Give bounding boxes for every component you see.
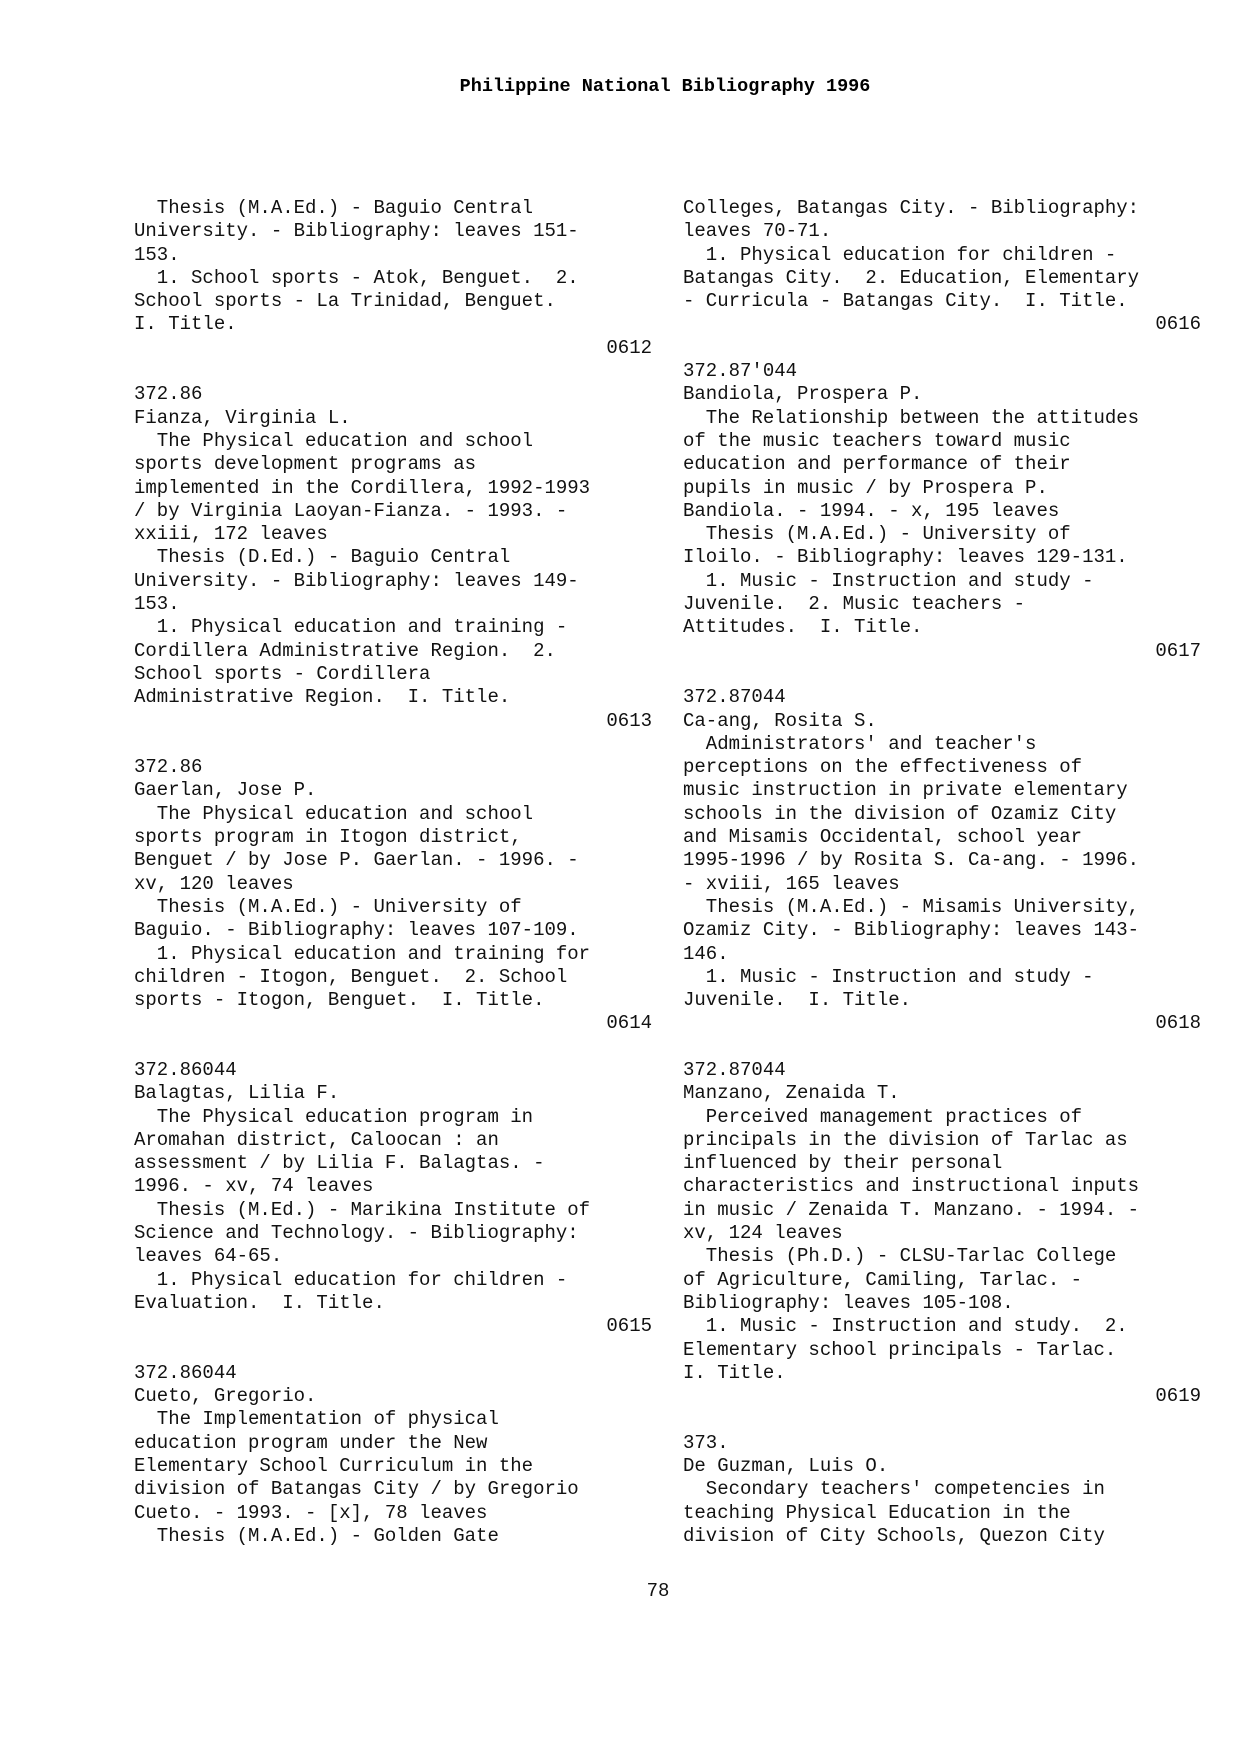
entry-line: Thesis (M.A.Ed.) - University of (683, 523, 1071, 546)
entry-line: / by Virginia Laoyan-Fianza. - 1993. - (134, 499, 568, 522)
entry-line: 1. Physical education and training for (134, 942, 591, 965)
entry-line: 1. Music - Instruction and study - (683, 965, 1094, 988)
entry-line: sports - Itogon, Benguet. I. Title. (134, 989, 545, 1012)
entry-line: principals in the division of Tarlac as (683, 1128, 1128, 1151)
entry-line: - xviii, 165 leaves (683, 872, 900, 895)
entry-line: 153. (134, 593, 180, 616)
entry-line: 372.87044 (683, 1058, 786, 1081)
entry-line: children - Itogon, Benguet. 2. School (134, 965, 568, 988)
entry-line: I. Title. (683, 1361, 786, 1384)
entry-line: 373. (683, 1431, 729, 1454)
page-number: 78 (646, 1580, 670, 1602)
left-column (134, 197, 654, 1548)
entry-line: xxiii, 172 leaves (134, 523, 328, 546)
entry-line: Manzano, Zenaida T. (683, 1082, 900, 1105)
entry-line: Thesis (M.A.Ed.) - Misamis University, (683, 895, 1140, 918)
entry-line: Benguet / by Jose P. Gaerlan. - 1996. - (134, 849, 579, 872)
entry-line: xv, 124 leaves (683, 1222, 843, 1245)
entry-line: 1995-1996 / by Rosita S. Ca-ang. - 1996. (683, 849, 1140, 872)
entry-line: assessment / by Lilia F. Balagtas. - (134, 1152, 545, 1175)
entry-line: 372.87'044 (683, 360, 798, 383)
entry-line: sports development programs as (134, 453, 477, 476)
entry-line: The Physical education program in (134, 1105, 534, 1128)
entry-line: Administrators' and teacher's (683, 732, 1037, 755)
entry-line: Bandiola, Prospera P. (683, 383, 923, 406)
entry-line: 1. Physical education for children - (683, 243, 1117, 266)
entry-line: Elementary School Curriculum in the (134, 1455, 534, 1478)
entry-line: 372.86 (134, 383, 203, 406)
page-title: Philippine National Bibliography 1996 (459, 76, 871, 97)
entry-line: 372.86044 (134, 1361, 237, 1384)
blank-line (683, 1408, 1203, 1431)
entry-line: Thesis (M.A.Ed.) - University of (134, 895, 522, 918)
entry-number: 0614 (606, 1012, 652, 1035)
entry-line: University. - Bibliography: leaves 149- (134, 569, 579, 592)
entry-line: in music / Zenaida T. Manzano. - 1994. - (683, 1198, 1140, 1221)
entry-line: Secondary teachers' competencies in (683, 1478, 1105, 1501)
entry-line: Cordillera Administrative Region. 2. (134, 639, 556, 662)
entry-line: of the music teachers toward music (683, 429, 1071, 452)
entry-line: Juvenile. I. Title. (683, 989, 912, 1012)
entry-line: - Curricula - Batangas City. I. Title. (683, 290, 1128, 313)
entry-line: education and performance of their (683, 453, 1071, 476)
entry-line: Juvenile. 2. Music teachers - (683, 593, 1026, 616)
entry-line: Perceived management practices of (683, 1105, 1083, 1128)
entry-line: leaves 64-65. (134, 1245, 283, 1268)
entry-line: The Relationship between the attitudes (683, 406, 1140, 429)
entry-line: of Agriculture, Camiling, Tarlac. - (683, 1268, 1083, 1291)
blank-line (683, 663, 1203, 686)
entry-line: 372.86044 (134, 1058, 237, 1081)
entry-line: Thesis (D.Ed.) - Baguio Central (134, 546, 511, 569)
entry-line: division of City Schools, Quezon City (683, 1524, 1105, 1547)
entry-line: and Misamis Occidental, school year (683, 826, 1083, 849)
entry-line: Thesis (M.A.Ed.) - Baguio Central (134, 197, 534, 219)
entry-line: implemented in the Cordillera, 1992-1993 (134, 476, 591, 499)
entry-line: School sports - Cordillera (134, 662, 431, 685)
entry-line: Ozamiz City. - Bibliography: leaves 143- (683, 919, 1140, 942)
entry-line: The Physical education and school (134, 802, 534, 825)
blank-line (134, 733, 654, 756)
entry-line: Bibliography: leaves 105-108. (683, 1291, 1014, 1314)
entry-line: Thesis (M.A.Ed.) - Golden Gate (134, 1524, 499, 1547)
entry-line: Baguio. - Bibliography: leaves 107-109. (134, 919, 579, 942)
entry-line: 372.86 (134, 756, 203, 779)
entry-number: 0617 (1155, 639, 1201, 662)
blank-line (683, 337, 1203, 360)
entry-line: Attitudes. I. Title. (683, 616, 923, 639)
entry-line: Balagtas, Lilia F. (134, 1082, 340, 1105)
entry-line: characteristics and instructional inputs (683, 1175, 1140, 1198)
blank-line (134, 1036, 654, 1059)
entry-line: 1. School sports - Atok, Benguet. 2. (134, 266, 579, 289)
right-column (683, 197, 1203, 1548)
entry-line: Iloilo. - Bibliography: leaves 129-131. (683, 546, 1128, 569)
entry-line: Bandiola. - 1994. - x, 195 leaves (683, 499, 1060, 522)
entry-line: The Implementation of physical (134, 1408, 499, 1431)
entry-line: Fianza, Virginia L. (134, 406, 351, 429)
entry-line: division of Batangas City / by Gregorio (134, 1478, 579, 1501)
entry-line: pupils in music / by Prospera P. (683, 476, 1048, 499)
entry-line: leaves 70-71. (683, 220, 832, 243)
entry-number: 0612 (606, 336, 652, 359)
entry-line: teaching Physical Education in the (683, 1501, 1071, 1524)
entry-line: 372.87044 (683, 686, 786, 709)
entry-line: Gaerlan, Jose P. (134, 779, 317, 802)
entry-line: De Guzman, Luis O. (683, 1455, 889, 1478)
entry-line: Administrative Region. I. Title. (134, 686, 511, 709)
entry-line: Science and Technology. - Bibliography: (134, 1222, 579, 1245)
entry-number: 0616 (1155, 313, 1201, 336)
entry-line: xv, 120 leaves (134, 872, 294, 895)
entry-line: The Physical education and school (134, 429, 534, 452)
entry-line: 153. (134, 243, 180, 266)
entry-number: 0619 (1155, 1385, 1201, 1408)
entry-number: 0613 (606, 709, 652, 732)
entry-line: schools in the division of Ozamiz City (683, 802, 1117, 825)
entry-line: Ca-ang, Rosita S. (683, 709, 877, 732)
entry-line: music instruction in private elementary (683, 779, 1128, 802)
entry-number: 0618 (1155, 1012, 1201, 1035)
entry-line: Thesis (M.Ed.) - Marikina Institute of (134, 1198, 591, 1221)
entry-line: 146. (683, 942, 729, 965)
entry-line: influenced by their personal (683, 1152, 1003, 1175)
blank-line (134, 1339, 654, 1362)
entry-line: Evaluation. I. Title. (134, 1291, 385, 1314)
entry-line: Batangas City. 2. Education, Elementary (683, 266, 1140, 289)
entry-line: I. Title. (134, 313, 237, 336)
entry-line: Colleges, Batangas City. - Bibliography: (683, 197, 1140, 219)
entry-line: perceptions on the effectiveness of (683, 756, 1083, 779)
entry-line: 1. Physical education and training - (134, 616, 568, 639)
entry-line: 1996. - xv, 74 leaves (134, 1175, 374, 1198)
entry-line: 1. Physical education for children - (134, 1268, 568, 1291)
entry-line: Thesis (Ph.D.) - CLSU-Tarlac College (683, 1245, 1117, 1268)
entry-line: Cueto, Gregorio. (134, 1385, 317, 1408)
entry-line: Cueto. - 1993. - [x], 78 leaves (134, 1501, 488, 1524)
blank-line (134, 360, 654, 383)
entry-line: education program under the New (134, 1431, 488, 1454)
entry-line: School sports - La Trinidad, Benguet. (134, 290, 556, 313)
entry-line: sports program in Itogon district, (134, 826, 522, 849)
entry-line: 1. Music - Instruction and study. 2. (683, 1315, 1128, 1338)
blank-line (683, 1036, 1203, 1059)
entry-number: 0615 (606, 1315, 652, 1338)
entry-line: Aromahan district, Caloocan : an (134, 1128, 499, 1151)
entry-line: University. - Bibliography: leaves 151- (134, 220, 579, 243)
entry-line: Elementary school principals - Tarlac. (683, 1338, 1117, 1361)
entry-line: 1. Music - Instruction and study - (683, 569, 1094, 592)
